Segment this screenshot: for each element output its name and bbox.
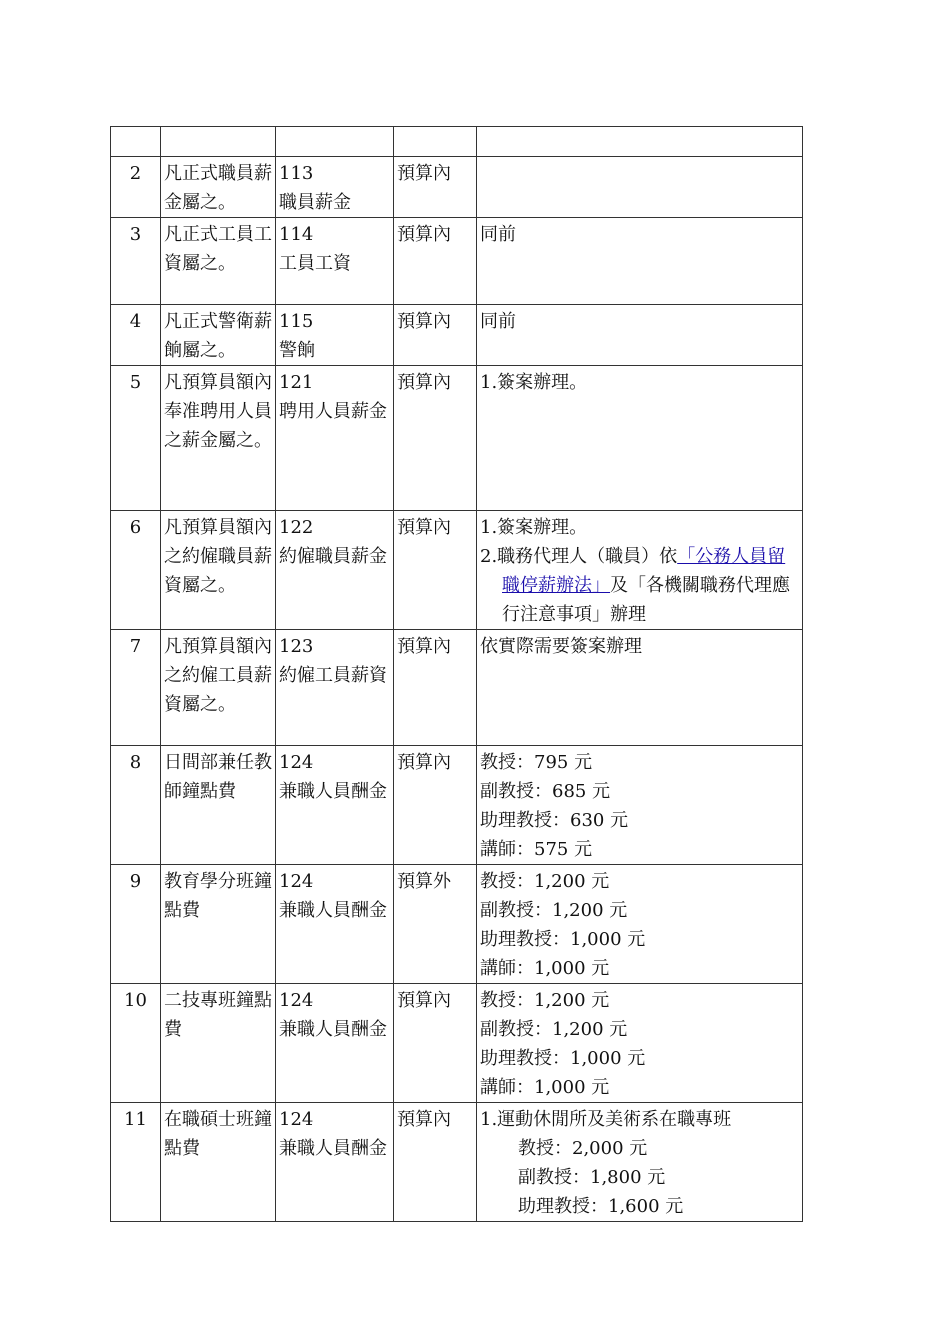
row-description: 凡正式警衛薪餉屬之。 — [161, 305, 276, 366]
account-code: 124 — [279, 871, 314, 892]
row-description: 凡正式職員薪金屬之。 — [161, 157, 276, 218]
table-row — [111, 984, 803, 1103]
account-code: 122 — [279, 517, 314, 538]
table-row — [111, 865, 803, 984]
note-line: 同前 — [480, 311, 516, 332]
row-notes — [477, 305, 803, 366]
table-row — [111, 1103, 803, 1222]
rate-line: 助理教授：1,000 元 — [480, 1048, 646, 1069]
rate-line: 副教授：685 元 — [480, 781, 611, 802]
account-code: 124 — [279, 1109, 314, 1130]
account-name: 職員薪金 — [279, 192, 351, 213]
account-code: 121 — [279, 372, 314, 393]
row-code — [276, 746, 394, 865]
row-description — [161, 127, 276, 157]
row-number — [111, 127, 161, 157]
note-line: 1.簽案辦理。 — [480, 517, 588, 538]
row-description: 凡預算員額內奉准聘用人員之薪金屬之。 — [161, 366, 276, 511]
account-name: 兼職人員酬金 — [279, 781, 387, 802]
account-name: 工員工資 — [279, 253, 351, 274]
account-code: 123 — [279, 636, 314, 657]
row-code — [276, 127, 394, 157]
account-name: 兼職人員酬金 — [279, 1019, 387, 1040]
row-code — [276, 157, 394, 218]
row-description: 凡正式工員工資屬之。 — [161, 218, 276, 305]
row-description: 日間部兼任教師鐘點費 — [161, 746, 276, 865]
row-number: 2 — [111, 157, 161, 218]
row-number: 10 — [111, 984, 161, 1103]
table-row — [111, 305, 803, 366]
row-code — [276, 218, 394, 305]
row-budget: 預算內 — [394, 746, 477, 865]
rate-line: 副教授：1,200 元 — [480, 900, 628, 921]
expense-table — [110, 126, 803, 1222]
row-budget: 預算內 — [394, 511, 477, 630]
rate-line: 講師：575 元 — [480, 839, 593, 860]
table-row — [111, 630, 803, 746]
account-code: 113 — [279, 163, 314, 184]
rate-line: 副教授：1,200 元 — [480, 1019, 628, 1040]
rate-line: 教授：795 元 — [480, 752, 593, 773]
note-line: 2.職務代理人（職員）依「公務人員留職停薪辦法」及「各機關職務代理應行注意事項」辦理 — [480, 546, 790, 625]
row-code — [276, 366, 394, 511]
note-line: 1.運動休閒所及美術系在職專班 — [480, 1109, 732, 1130]
row-number: 8 — [111, 746, 161, 865]
row-number: 4 — [111, 305, 161, 366]
row-budget: 預算內 — [394, 157, 477, 218]
row-code — [276, 984, 394, 1103]
row-number: 6 — [111, 511, 161, 630]
row-code — [276, 630, 394, 746]
account-code: 115 — [279, 311, 314, 332]
row-number: 11 — [111, 1103, 161, 1222]
table-row — [111, 157, 803, 218]
row-description: 教育學分班鐘點費 — [161, 865, 276, 984]
account-name: 聘用人員薪金 — [279, 401, 387, 422]
rate-line: 副教授：1,800 元 — [518, 1167, 666, 1188]
table-row — [111, 366, 803, 511]
row-notes — [477, 511, 803, 630]
table-row — [111, 746, 803, 865]
row-description: 在職碩士班鐘點費 — [161, 1103, 276, 1222]
account-code: 124 — [279, 752, 314, 773]
row-notes — [477, 127, 803, 157]
rate-line: 講師：1,000 元 — [480, 1077, 610, 1098]
note-line: 依實際需要簽案辦理 — [480, 636, 642, 657]
regulation-link[interactable]: 「公務人員留職停薪辦法」 — [502, 546, 786, 596]
note-line: 1.簽案辦理。 — [480, 372, 588, 393]
row-number: 5 — [111, 366, 161, 511]
account-code: 124 — [279, 990, 314, 1011]
note-line: 同前 — [480, 224, 516, 245]
rate-line: 教授：1,200 元 — [480, 871, 610, 892]
row-code — [276, 305, 394, 366]
row-description: 凡預算員額內之約僱工員薪資屬之。 — [161, 630, 276, 746]
row-budget: 預算外 — [394, 865, 477, 984]
row-budget: 預算內 — [394, 630, 477, 746]
row-description: 凡預算員額內之約僱職員薪資屬之。 — [161, 511, 276, 630]
row-notes — [477, 865, 803, 984]
rate-line: 助理教授：1,600 元 — [518, 1196, 684, 1217]
rate-line: 教授：1,200 元 — [480, 990, 610, 1011]
account-name: 兼職人員酬金 — [279, 1138, 387, 1159]
row-notes — [477, 157, 803, 218]
row-number: 7 — [111, 630, 161, 746]
table-row — [111, 511, 803, 630]
row-budget: 預算內 — [394, 218, 477, 305]
row-budget: 預算內 — [394, 366, 477, 511]
row-description: 二技專班鐘點費 — [161, 984, 276, 1103]
row-notes — [477, 218, 803, 305]
row-number: 3 — [111, 218, 161, 305]
account-name: 兼職人員酬金 — [279, 900, 387, 921]
row-notes — [477, 366, 803, 511]
account-name: 警餉 — [279, 340, 315, 361]
row-number: 9 — [111, 865, 161, 984]
row-budget: 預算內 — [394, 1103, 477, 1222]
row-code — [276, 865, 394, 984]
rate-line: 助理教授：1,000 元 — [480, 929, 646, 950]
table-row — [111, 127, 803, 157]
table-row — [111, 218, 803, 305]
row-code — [276, 511, 394, 630]
row-notes — [477, 1103, 803, 1222]
row-notes — [477, 746, 803, 865]
row-code — [276, 1103, 394, 1222]
account-code: 114 — [279, 224, 314, 245]
account-name: 約僱工員薪資 — [279, 665, 387, 686]
row-budget — [394, 127, 477, 157]
row-notes — [477, 630, 803, 746]
row-notes — [477, 984, 803, 1103]
rate-line: 助理教授：630 元 — [480, 810, 629, 831]
rate-line: 講師：1,000 元 — [480, 958, 610, 979]
row-budget: 預算內 — [394, 305, 477, 366]
account-name: 約僱職員薪金 — [279, 546, 387, 567]
row-budget: 預算內 — [394, 984, 477, 1103]
rate-line: 教授：2,000 元 — [518, 1138, 648, 1159]
